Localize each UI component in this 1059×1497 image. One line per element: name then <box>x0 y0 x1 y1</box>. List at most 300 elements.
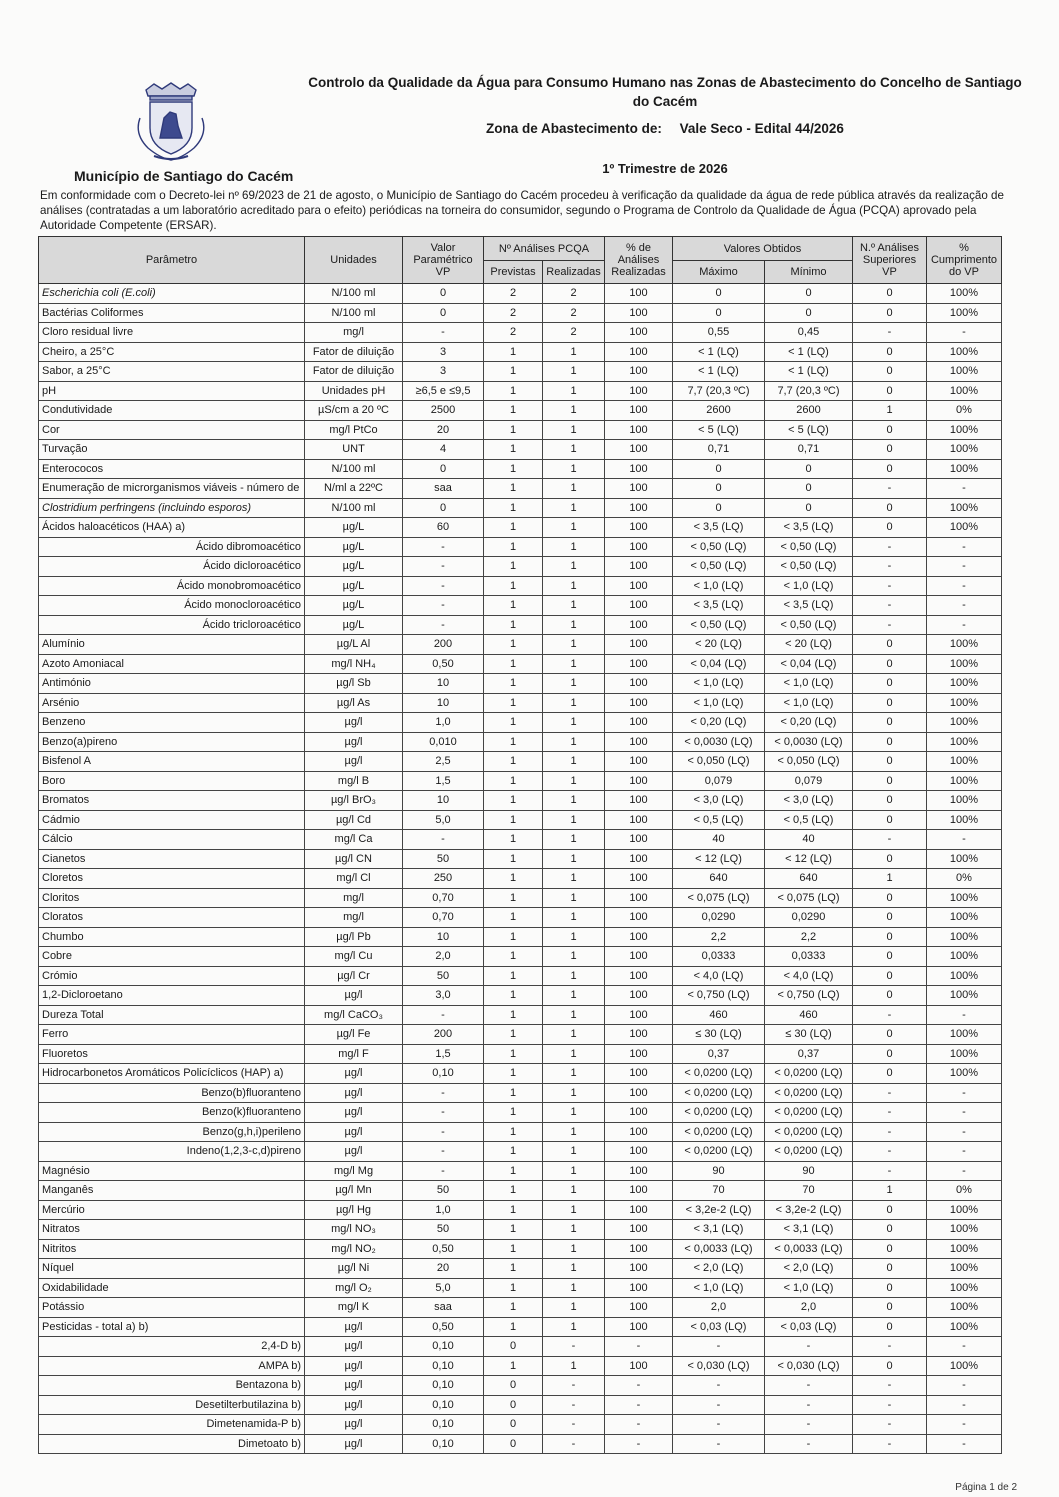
parameter-cell: Nitratos <box>39 1220 305 1240</box>
table-row <box>39 849 1002 869</box>
performed-cell: 1 <box>543 986 605 1006</box>
table-row <box>39 362 1002 382</box>
planned-cell: 1 <box>484 557 543 577</box>
vp-cell: 0,10 <box>403 1064 484 1084</box>
parameter-cell: Magnésio <box>39 1161 305 1181</box>
max-cell: < 5 (LQ) <box>673 420 765 440</box>
planned-cell: 0 <box>484 1434 543 1454</box>
min-cell: < 3,2e-2 (LQ) <box>765 1200 853 1220</box>
table-row <box>39 1220 1002 1240</box>
above-vp-cell: 0 <box>853 1239 927 1259</box>
municipality-name: Município de Santiago do Cacém <box>74 168 294 184</box>
compliance-cell: - <box>927 1415 1002 1435</box>
units-cell: µg/l Cd <box>305 810 403 830</box>
header-analyses-count: Nº Análises PCQA <box>484 237 605 261</box>
min-cell: < 1,0 (LQ) <box>765 693 853 713</box>
units-cell: µg/l BrO₃ <box>305 791 403 811</box>
min-cell: 7,7 (20,3 ºC) <box>765 381 853 401</box>
percent-cell: - <box>605 1415 673 1435</box>
max-cell: < 3,1 (LQ) <box>673 1220 765 1240</box>
min-cell: 0,37 <box>765 1044 853 1064</box>
above-vp-cell: - <box>853 1161 927 1181</box>
planned-cell: 1 <box>484 1220 543 1240</box>
planned-cell: 1 <box>484 440 543 460</box>
vp-cell: 250 <box>403 869 484 889</box>
performed-cell: 1 <box>543 1064 605 1084</box>
parameter-cell: Benzo(a)pireno <box>39 732 305 752</box>
parameter-cell: Cor <box>39 420 305 440</box>
header-planned: Previstas <box>484 261 543 284</box>
compliance-cell: 100% <box>927 1239 1002 1259</box>
parameter-cell: Cádmio <box>39 810 305 830</box>
above-vp-cell: 0 <box>853 440 927 460</box>
percent-cell: 100 <box>605 1044 673 1064</box>
parameter-cell: Antimónio <box>39 674 305 694</box>
above-vp-cell: - <box>853 1083 927 1103</box>
parameter-cell: Cálcio <box>39 830 305 850</box>
table-row <box>39 1044 1002 1064</box>
percent-cell: 100 <box>605 1083 673 1103</box>
percent-cell: 100 <box>605 1122 673 1142</box>
vp-cell: - <box>403 323 484 343</box>
above-vp-cell: 1 <box>853 401 927 421</box>
parameter-cell: 2,4-D b) <box>39 1337 305 1357</box>
units-cell: mg/l NH₄ <box>305 654 403 674</box>
above-vp-cell: 0 <box>853 498 927 518</box>
header-values-obtained: Valores Obtidos <box>673 237 853 261</box>
above-vp-cell: 0 <box>853 303 927 323</box>
units-cell: µg/L <box>305 537 403 557</box>
percent-cell: 100 <box>605 849 673 869</box>
vp-cell: saa <box>403 1298 484 1318</box>
parameter-cell: Nitritos <box>39 1239 305 1259</box>
compliance-cell: 100% <box>927 1298 1002 1318</box>
page-number: Página 1 de 2 <box>955 1482 1017 1493</box>
table-row <box>39 1122 1002 1142</box>
above-vp-cell: 0 <box>853 284 927 304</box>
performed-cell: 1 <box>543 1122 605 1142</box>
vp-cell: 200 <box>403 1025 484 1045</box>
max-cell: 2,0 <box>673 1298 765 1318</box>
max-cell: 0 <box>673 479 765 499</box>
max-cell: < 0,750 (LQ) <box>673 986 765 1006</box>
max-cell: - <box>673 1337 765 1357</box>
performed-cell: 1 <box>543 596 605 616</box>
performed-cell: 1 <box>543 1083 605 1103</box>
percent-cell: 100 <box>605 303 673 323</box>
above-vp-cell: - <box>853 537 927 557</box>
performed-cell: 1 <box>543 1259 605 1279</box>
supply-zone <box>300 121 1030 136</box>
planned-cell: 1 <box>484 830 543 850</box>
compliance-cell: - <box>927 1395 1002 1415</box>
performed-cell: 1 <box>543 518 605 538</box>
compliance-cell: 100% <box>927 986 1002 1006</box>
table-row <box>39 1356 1002 1376</box>
vp-cell: 50 <box>403 849 484 869</box>
vp-cell: - <box>403 1142 484 1162</box>
performed-cell: 1 <box>543 771 605 791</box>
percent-cell: - <box>605 1395 673 1415</box>
vp-cell: 1,0 <box>403 713 484 733</box>
min-cell: < 0,5 (LQ) <box>765 810 853 830</box>
table-row <box>39 674 1002 694</box>
percent-cell: 100 <box>605 908 673 928</box>
performed-cell: 1 <box>543 1142 605 1162</box>
max-cell: 0,0333 <box>673 947 765 967</box>
units-cell: µg/L <box>305 557 403 577</box>
units-cell: µg/l Fe <box>305 1025 403 1045</box>
table-row <box>39 1337 1002 1357</box>
vp-cell: 2,5 <box>403 752 484 772</box>
compliance-cell: 100% <box>927 791 1002 811</box>
min-cell: 0 <box>765 479 853 499</box>
parameter-cell: Bactérias Coliformes <box>39 303 305 323</box>
performed-cell: 1 <box>543 342 605 362</box>
planned-cell: 1 <box>484 947 543 967</box>
table-row <box>39 401 1002 421</box>
compliance-cell: 100% <box>927 674 1002 694</box>
above-vp-cell: - <box>853 576 927 596</box>
above-vp-cell: 0 <box>853 1317 927 1337</box>
units-cell: µg/L <box>305 596 403 616</box>
min-cell: < 2,0 (LQ) <box>765 1259 853 1279</box>
units-cell: mg/l Cu <box>305 947 403 967</box>
vp-cell: 2,0 <box>403 947 484 967</box>
table-row <box>39 576 1002 596</box>
min-cell: < 0,050 (LQ) <box>765 752 853 772</box>
table-row <box>39 888 1002 908</box>
max-cell: < 0,5 (LQ) <box>673 810 765 830</box>
vp-cell: 0,50 <box>403 654 484 674</box>
compliance-cell: 100% <box>927 362 1002 382</box>
table-row <box>39 810 1002 830</box>
min-cell: - <box>765 1415 853 1435</box>
above-vp-cell: 0 <box>853 518 927 538</box>
performed-cell: - <box>543 1376 605 1396</box>
vp-cell: 0,010 <box>403 732 484 752</box>
planned-cell: 1 <box>484 869 543 889</box>
min-cell: - <box>765 1395 853 1415</box>
min-cell: < 1,0 (LQ) <box>765 1278 853 1298</box>
compliance-cell: 0% <box>927 869 1002 889</box>
min-cell: 0,45 <box>765 323 853 343</box>
supply-zone-label: Zona de Abastecimento de: <box>486 121 662 136</box>
planned-cell: 1 <box>484 986 543 1006</box>
table-row <box>39 1317 1002 1337</box>
max-cell: 640 <box>673 869 765 889</box>
percent-cell: 100 <box>605 576 673 596</box>
parameter-cell: Cloretos <box>39 869 305 889</box>
units-cell: N/100 ml <box>305 284 403 304</box>
vp-cell: 0,70 <box>403 908 484 928</box>
min-cell: 90 <box>765 1161 853 1181</box>
percent-cell: 100 <box>605 1025 673 1045</box>
table-row <box>39 459 1002 479</box>
min-cell: < 0,0200 (LQ) <box>765 1142 853 1162</box>
max-cell: < 0,0200 (LQ) <box>673 1122 765 1142</box>
min-cell: < 0,0200 (LQ) <box>765 1064 853 1084</box>
above-vp-cell: 0 <box>853 362 927 382</box>
performed-cell: 1 <box>543 1298 605 1318</box>
max-cell: 0 <box>673 459 765 479</box>
min-cell: 2,2 <box>765 927 853 947</box>
min-cell: < 1,0 (LQ) <box>765 674 853 694</box>
units-cell: UNT <box>305 440 403 460</box>
planned-cell: 0 <box>484 1376 543 1396</box>
parameter-cell: Hidrocarbonetos Aromáticos Policíclicos (HAP) a) <box>39 1064 305 1084</box>
above-vp-cell: 0 <box>853 1064 927 1084</box>
units-cell: µg/l <box>305 1122 403 1142</box>
max-cell: < 1 (LQ) <box>673 362 765 382</box>
planned-cell: 1 <box>484 459 543 479</box>
table-row <box>39 1376 1002 1396</box>
above-vp-cell: 1 <box>853 869 927 889</box>
quarter-label: 1º Trimestre de 2026 <box>602 161 728 176</box>
performed-cell: 1 <box>543 966 605 986</box>
table-row <box>39 986 1002 1006</box>
compliance-cell: 100% <box>927 849 1002 869</box>
performed-cell: 1 <box>543 1044 605 1064</box>
performed-cell: 1 <box>543 791 605 811</box>
min-cell: 640 <box>765 869 853 889</box>
min-cell: 460 <box>765 1005 853 1025</box>
planned-cell: 2 <box>484 323 543 343</box>
performed-cell: 1 <box>543 459 605 479</box>
max-cell: < 2,0 (LQ) <box>673 1259 765 1279</box>
min-cell: 2600 <box>765 401 853 421</box>
units-cell: µg/l <box>305 1337 403 1357</box>
percent-cell: 100 <box>605 771 673 791</box>
above-vp-cell: 0 <box>853 732 927 752</box>
above-vp-cell: 0 <box>853 635 927 655</box>
max-cell: < 3,5 (LQ) <box>673 518 765 538</box>
vp-cell: - <box>403 1103 484 1123</box>
compliance-cell: - <box>927 830 1002 850</box>
parameter-cell: Dimetenamida-P b) <box>39 1415 305 1435</box>
header-maximum: Máximo <box>673 261 765 284</box>
table-row <box>39 479 1002 499</box>
min-cell: 0,71 <box>765 440 853 460</box>
min-cell: ≤ 30 (LQ) <box>765 1025 853 1045</box>
min-cell: 70 <box>765 1181 853 1201</box>
planned-cell: 1 <box>484 1356 543 1376</box>
min-cell: < 3,1 (LQ) <box>765 1220 853 1240</box>
units-cell: µg/l <box>305 1434 403 1454</box>
percent-cell: 100 <box>605 1103 673 1123</box>
compliance-cell: 100% <box>927 440 1002 460</box>
min-cell: 0,079 <box>765 771 853 791</box>
above-vp-cell: - <box>853 1434 927 1454</box>
units-cell: µg/l <box>305 1142 403 1162</box>
units-cell: mg/l Mg <box>305 1161 403 1181</box>
table-row <box>39 1239 1002 1259</box>
above-vp-cell: 0 <box>853 1259 927 1279</box>
planned-cell: 1 <box>484 401 543 421</box>
units-cell: N/100 ml <box>305 303 403 323</box>
percent-cell: 100 <box>605 1200 673 1220</box>
parameter-cell: Bisfenol A <box>39 752 305 772</box>
min-cell: < 5 (LQ) <box>765 420 853 440</box>
vp-cell: - <box>403 1161 484 1181</box>
table-row <box>39 1142 1002 1162</box>
above-vp-cell: 0 <box>853 1298 927 1318</box>
min-cell: < 3,0 (LQ) <box>765 791 853 811</box>
max-cell: < 0,20 (LQ) <box>673 713 765 733</box>
planned-cell: 1 <box>484 615 543 635</box>
units-cell: µg/l <box>305 1064 403 1084</box>
planned-cell: 1 <box>484 927 543 947</box>
planned-cell: 1 <box>484 1005 543 1025</box>
parameter-cell: Escherichia coli (E.coli) <box>39 284 305 304</box>
planned-cell: 1 <box>484 1259 543 1279</box>
compliance-cell: 100% <box>927 752 1002 772</box>
above-vp-cell: - <box>853 1103 927 1123</box>
units-cell: mg/l PtCo <box>305 420 403 440</box>
above-vp-cell: - <box>853 1122 927 1142</box>
planned-cell: 1 <box>484 810 543 830</box>
max-cell: < 12 (LQ) <box>673 849 765 869</box>
compliance-cell: 100% <box>927 927 1002 947</box>
max-cell: < 0,0033 (LQ) <box>673 1239 765 1259</box>
table-row <box>39 420 1002 440</box>
parameter-cell: Dureza Total <box>39 1005 305 1025</box>
table-row <box>39 1064 1002 1084</box>
max-cell: 0,55 <box>673 323 765 343</box>
max-cell: < 0,030 (LQ) <box>673 1356 765 1376</box>
above-vp-cell: 0 <box>853 1356 927 1376</box>
table-row <box>39 908 1002 928</box>
performed-cell: 1 <box>543 635 605 655</box>
max-cell: < 0,0200 (LQ) <box>673 1103 765 1123</box>
max-cell: < 0,03 (LQ) <box>673 1317 765 1337</box>
table-row <box>39 537 1002 557</box>
compliance-cell: 100% <box>927 342 1002 362</box>
vp-cell: 10 <box>403 693 484 713</box>
max-cell: < 0,50 (LQ) <box>673 557 765 577</box>
planned-cell: 1 <box>484 771 543 791</box>
table-row <box>39 284 1002 304</box>
parameter-cell: Enumeração de microrganismos viáveis - número de <box>39 479 305 499</box>
vp-cell: 0,50 <box>403 1317 484 1337</box>
table-row <box>39 1395 1002 1415</box>
max-cell: - <box>673 1376 765 1396</box>
units-cell: mg/l CaCO₃ <box>305 1005 403 1025</box>
vp-cell: 5,0 <box>403 1278 484 1298</box>
min-cell: - <box>765 1337 853 1357</box>
percent-cell: 100 <box>605 986 673 1006</box>
units-cell: mg/l F <box>305 1044 403 1064</box>
compliance-cell: 100% <box>927 303 1002 323</box>
performed-cell: 1 <box>543 693 605 713</box>
above-vp-cell: - <box>853 615 927 635</box>
compliance-cell: 100% <box>927 654 1002 674</box>
min-cell: < 0,0033 (LQ) <box>765 1239 853 1259</box>
planned-cell: 1 <box>484 381 543 401</box>
performed-cell: 1 <box>543 1356 605 1376</box>
parameter-cell: Desetilterbutilazina b) <box>39 1395 305 1415</box>
compliance-cell: - <box>927 596 1002 616</box>
planned-cell: 1 <box>484 1278 543 1298</box>
performed-cell: 2 <box>543 303 605 323</box>
table-row <box>39 518 1002 538</box>
table-row <box>39 927 1002 947</box>
compliance-cell: - <box>927 1161 1002 1181</box>
min-cell: 2,0 <box>765 1298 853 1318</box>
above-vp-cell: - <box>853 1395 927 1415</box>
max-cell: 2,2 <box>673 927 765 947</box>
percent-cell: 100 <box>605 1259 673 1279</box>
above-vp-cell: 0 <box>853 791 927 811</box>
vp-cell: 1,0 <box>403 1200 484 1220</box>
min-cell: < 1 (LQ) <box>765 342 853 362</box>
performed-cell: 1 <box>543 1025 605 1045</box>
planned-cell: 1 <box>484 1103 543 1123</box>
performed-cell: 1 <box>543 557 605 577</box>
compliance-cell: - <box>927 1434 1002 1454</box>
planned-cell: 1 <box>484 1181 543 1201</box>
planned-cell: 0 <box>484 1337 543 1357</box>
parameter-cell: Azoto Amoniacal <box>39 654 305 674</box>
planned-cell: 1 <box>484 518 543 538</box>
planned-cell: 1 <box>484 713 543 733</box>
percent-cell: 100 <box>605 1317 673 1337</box>
planned-cell: 1 <box>484 635 543 655</box>
max-cell: 90 <box>673 1161 765 1181</box>
compliance-cell: 100% <box>927 1200 1002 1220</box>
percent-cell: 100 <box>605 537 673 557</box>
units-cell: µg/l <box>305 713 403 733</box>
parameter-cell: Dimetoato b) <box>39 1434 305 1454</box>
compliance-cell: 100% <box>927 1356 1002 1376</box>
above-vp-cell: - <box>853 479 927 499</box>
vp-cell: - <box>403 615 484 635</box>
performed-cell: 1 <box>543 674 605 694</box>
planned-cell: 1 <box>484 732 543 752</box>
units-cell: µg/l <box>305 1356 403 1376</box>
min-cell: < 0,50 (LQ) <box>765 615 853 635</box>
performed-cell: 1 <box>543 1005 605 1025</box>
parameter-cell: Indeno(1,2,3-c,d)pireno <box>39 1142 305 1162</box>
compliance-cell: 100% <box>927 635 1002 655</box>
vp-cell: 5,0 <box>403 810 484 830</box>
units-cell: mg/l K <box>305 1298 403 1318</box>
parameter-cell: Manganês <box>39 1181 305 1201</box>
planned-cell: 1 <box>484 1317 543 1337</box>
units-cell: µg/l <box>305 1083 403 1103</box>
performed-cell: 1 <box>543 479 605 499</box>
percent-cell: 100 <box>605 693 673 713</box>
percent-cell: 100 <box>605 518 673 538</box>
above-vp-cell: 0 <box>853 654 927 674</box>
compliance-cell: 100% <box>927 966 1002 986</box>
table-row <box>39 557 1002 577</box>
planned-cell: 2 <box>484 303 543 323</box>
compliance-cell: 100% <box>927 713 1002 733</box>
percent-cell: 100 <box>605 830 673 850</box>
compliance-cell: - <box>927 479 1002 499</box>
min-cell: 0,0290 <box>765 908 853 928</box>
header-minimum: Mínimo <box>765 261 853 284</box>
performed-cell: 2 <box>543 284 605 304</box>
percent-cell: 100 <box>605 615 673 635</box>
percent-cell: 100 <box>605 1278 673 1298</box>
vp-cell: 0,10 <box>403 1356 484 1376</box>
percent-cell: 100 <box>605 342 673 362</box>
percent-cell: 100 <box>605 1005 673 1025</box>
max-cell: - <box>673 1415 765 1435</box>
max-cell: - <box>673 1395 765 1415</box>
